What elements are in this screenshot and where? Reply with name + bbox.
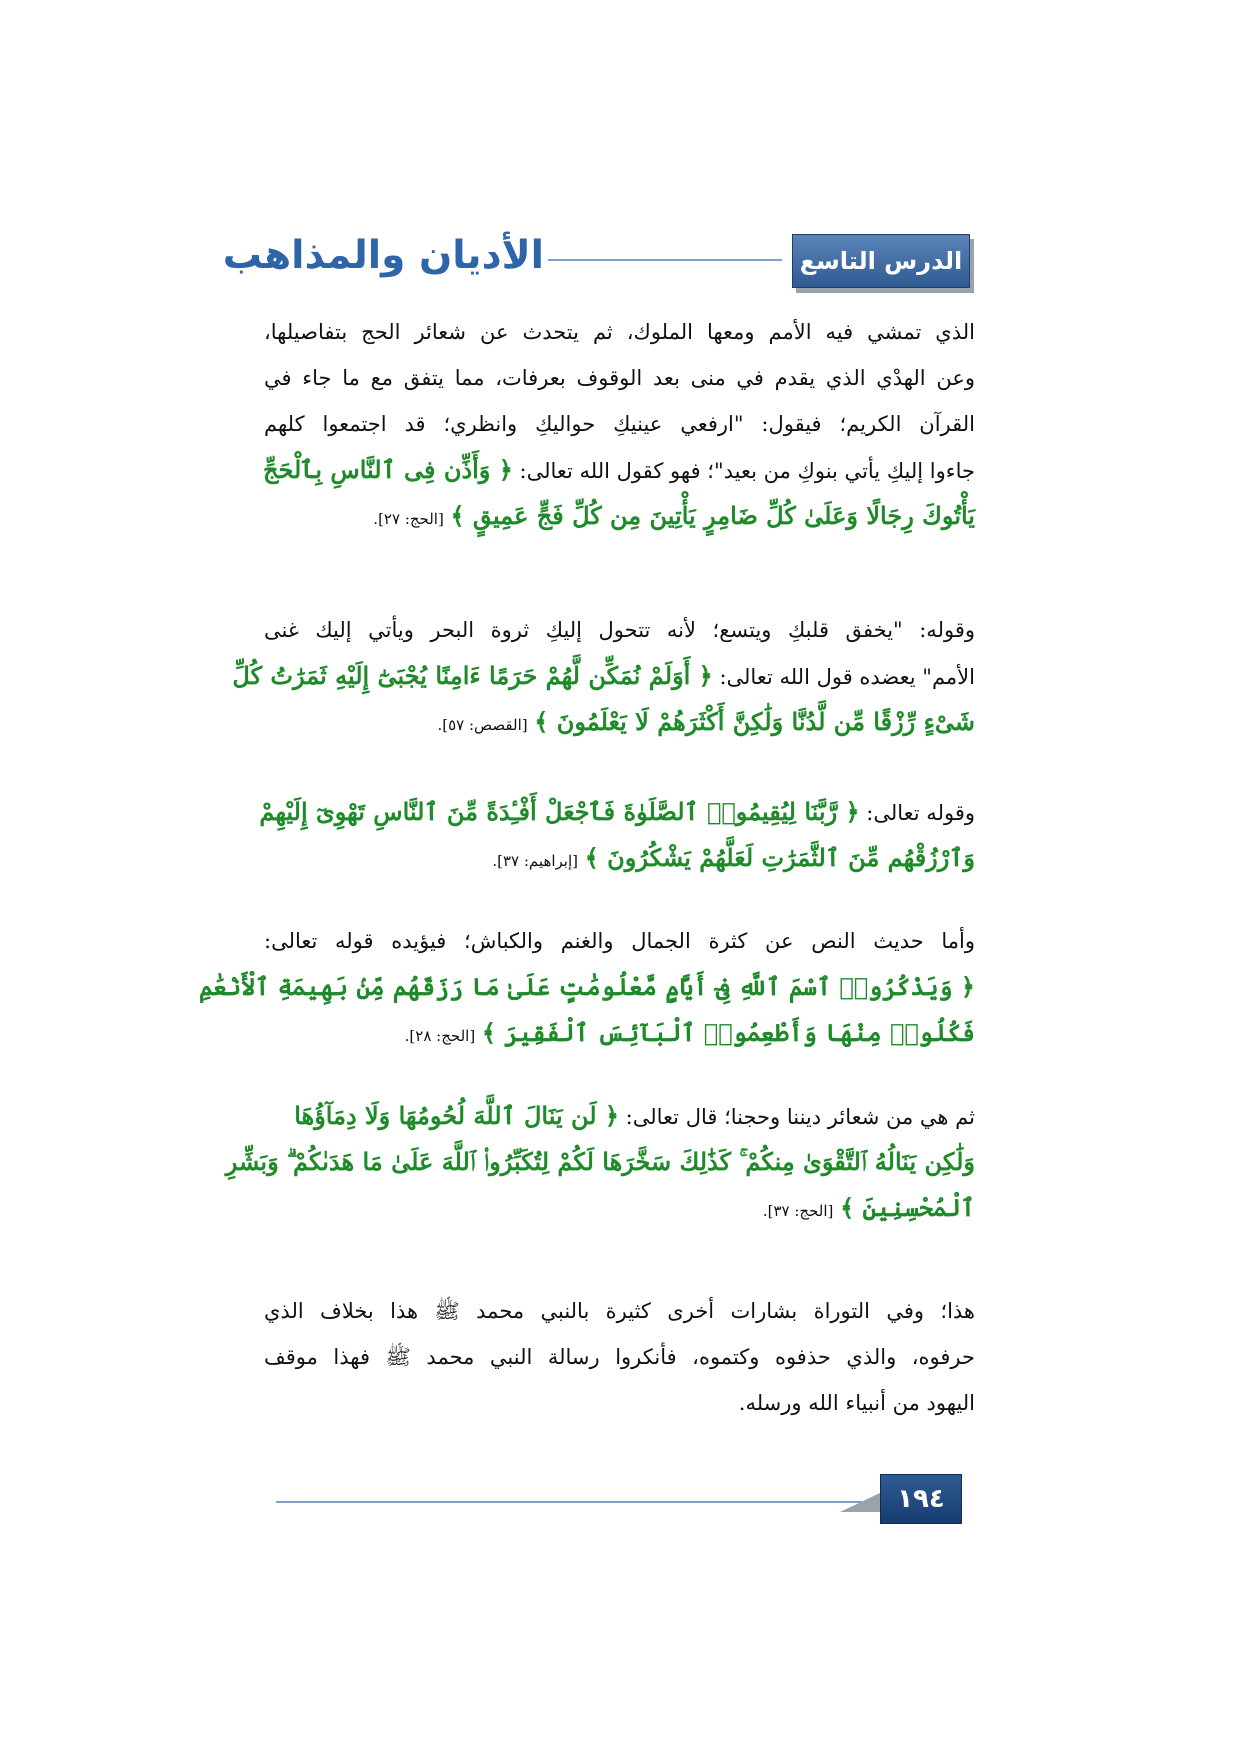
text-line [264, 355, 975, 401]
text-line [264, 1093, 975, 1139]
quran-verse: ﴿ وَيَذْكُرُوا۟ ٱسْمَ ٱللَّهِ فِىٓ أَيَّامٍ مَّعْلُومَٰتٍ عَلَىٰ مَا رَزَقَهُم مِّنۢ بَهِيمَةِ ٱلْأَنْعَٰمِ [199, 972, 975, 1001]
line-text: الذي تمشي فيه الأمم ومعها الملوك، ثم يتحدث عن شعائر الحج بتفاصيلها، [264, 320, 975, 344]
paragraph-2 [232, 607, 975, 745]
text-line [264, 493, 975, 539]
line-text: جاءوا إليكِ يأتي بنوكِ من بعيد"؛ فهو كقول الله تعالى: [519, 459, 975, 483]
footer-rule [276, 1501, 862, 1503]
text-line [264, 699, 975, 745]
quran-verse: يَأْتُوكَ رِجَالًا وَعَلَىٰ كُلِّ ضَامِرٍ يَأْتِينَ مِن كُلِّ فَجٍّ عَمِيقٍ ﴾ [450, 501, 975, 530]
text-line [199, 964, 975, 1010]
line-text: حرفوه، والذي حذفوه وكتموه، فأنكروا رسالة النبي محمد ﷺ فهذا موقف [264, 1345, 975, 1369]
line-text: وأما حديث النص عن كثرة الجمال والغنم والكباش؛ فيؤيده قوله تعالى: [264, 929, 975, 953]
text-line [264, 1380, 975, 1426]
paragraph-6 [264, 1288, 975, 1426]
lesson-label: الدرس التاسع [799, 247, 963, 275]
text-line [264, 1334, 975, 1380]
text-line [225, 1139, 975, 1185]
verse-reference: [الحج: ٣٧]. [762, 1202, 834, 1220]
page-number: ١٩٤ [897, 1484, 945, 1514]
text-line [264, 1010, 975, 1056]
header-rule [548, 259, 782, 261]
verse-reference: [القصص: ٥٧]. [437, 716, 528, 734]
text-line [264, 918, 975, 964]
paragraph-5 [225, 1093, 975, 1231]
line-text: هذا؛ وفي التوراة بشارات أخرى كثيرة بالنبي محمد ﷺ هذا بخلاف الذي [264, 1299, 975, 1323]
text-line [232, 653, 975, 699]
quran-verse: فَكُلُوا۟ مِنْهَا وَأَطْعِمُوا۟ ٱلْبَآئِسَ ٱلْفَقِيرَ ﴾ [481, 1018, 975, 1047]
verse-reference: [إبراهيم: ٣٧]. [492, 852, 578, 870]
page-number-box [880, 1474, 962, 1524]
quran-verse: شَىْءٍ رِّزْقًا مِّن لَّدُنَّا وَلَٰكِنَّ أَكْثَرَهُمْ لَا يَعْلَمُونَ ﴾ [534, 707, 975, 736]
paragraph-1 [264, 309, 975, 539]
line-text: ثم هي من شعائر ديننا وحجنا؛ قال تعالى: [625, 1105, 975, 1129]
line-text: اليهود من أنبياء الله ورسله. [738, 1391, 975, 1415]
paragraph-3 [259, 789, 975, 881]
text-line [264, 447, 975, 493]
lesson-label-box [792, 234, 970, 288]
line-text: وقوله تعالى: [866, 801, 975, 825]
quran-verse: ﴿ رَّبَّنَا لِيُقِيمُوا۟ ٱلصَّلَوٰةَ فَٱجْعَلْ أَفْـِٔدَةً مِّنَ ٱلنَّاسِ تَهْوِىٓ إِلَيْهِمْ [259, 797, 860, 826]
verse-reference: [الحج: ٢٨]. [404, 1027, 476, 1045]
line-text: القرآن الكريم؛ فيقول: "ارفعي عينيكِ حواليكِ وانظري؛ قد اجتمعوا كلهم [264, 412, 975, 436]
text-line [264, 309, 975, 355]
quran-verse: ﴿ وَأَذِّن فِى ٱلنَّاسِ بِٱلْحَجِّ [263, 455, 513, 484]
quran-verse: وَٱرْزُقْهُم مِّنَ ٱلثَّمَرَٰتِ لَعَلَّهُمْ يَشْكُرُونَ ﴾ [584, 843, 975, 872]
text-line [264, 835, 975, 881]
quran-verse: ٱلْمُحْسِنِينَ ﴾ [840, 1193, 975, 1222]
quran-verse: وَلَٰكِن يَنَالُهُ ٱلتَّقْوَىٰ مِنكُمْ ۚ كَذَٰلِكَ سَخَّرَهَا لَكُمْ لِتُكَبِّرُوا۟ ٱللَّهَ عَلَىٰ مَا هَدَىٰكُمْ ۗ وَبَشِّرِ [225, 1147, 975, 1176]
text-line [264, 1185, 975, 1231]
verse-reference: [الحج: ٢٧]. [373, 510, 444, 528]
text-line [259, 789, 975, 835]
text-line [264, 607, 975, 653]
line-text: وقوله: "يخفق قلبكِ ويتسع؛ لأنه تتحول إليكِ ثروة البحر ويأتي إليك غنى [264, 618, 975, 642]
footer-wedge [840, 1492, 882, 1512]
quran-verse: ﴿ لَن يَنَالَ ٱللَّهَ لُحُومُهَا وَلَا دِمَآؤُهَا [294, 1101, 619, 1130]
book-title: الأديان والمذاهب [222, 233, 544, 278]
text-line [264, 1288, 975, 1334]
text-line [264, 401, 975, 447]
line-text: وعن الهدْي الذي يقدم في منى بعد الوقوف بعرفات، مما يتفق مع ما جاء في [264, 366, 975, 390]
line-text: الأمم" يعضده قول الله تعالى: [719, 665, 975, 689]
quran-verse: ﴿ أَوَلَمْ نُمَكِّن لَّهُمْ حَرَمًا ءَامِنًا يُجْبَىٰٓ إِلَيْهِ ثَمَرَٰتُ كُلِّ [232, 661, 713, 690]
paragraph-4 [199, 918, 975, 1056]
